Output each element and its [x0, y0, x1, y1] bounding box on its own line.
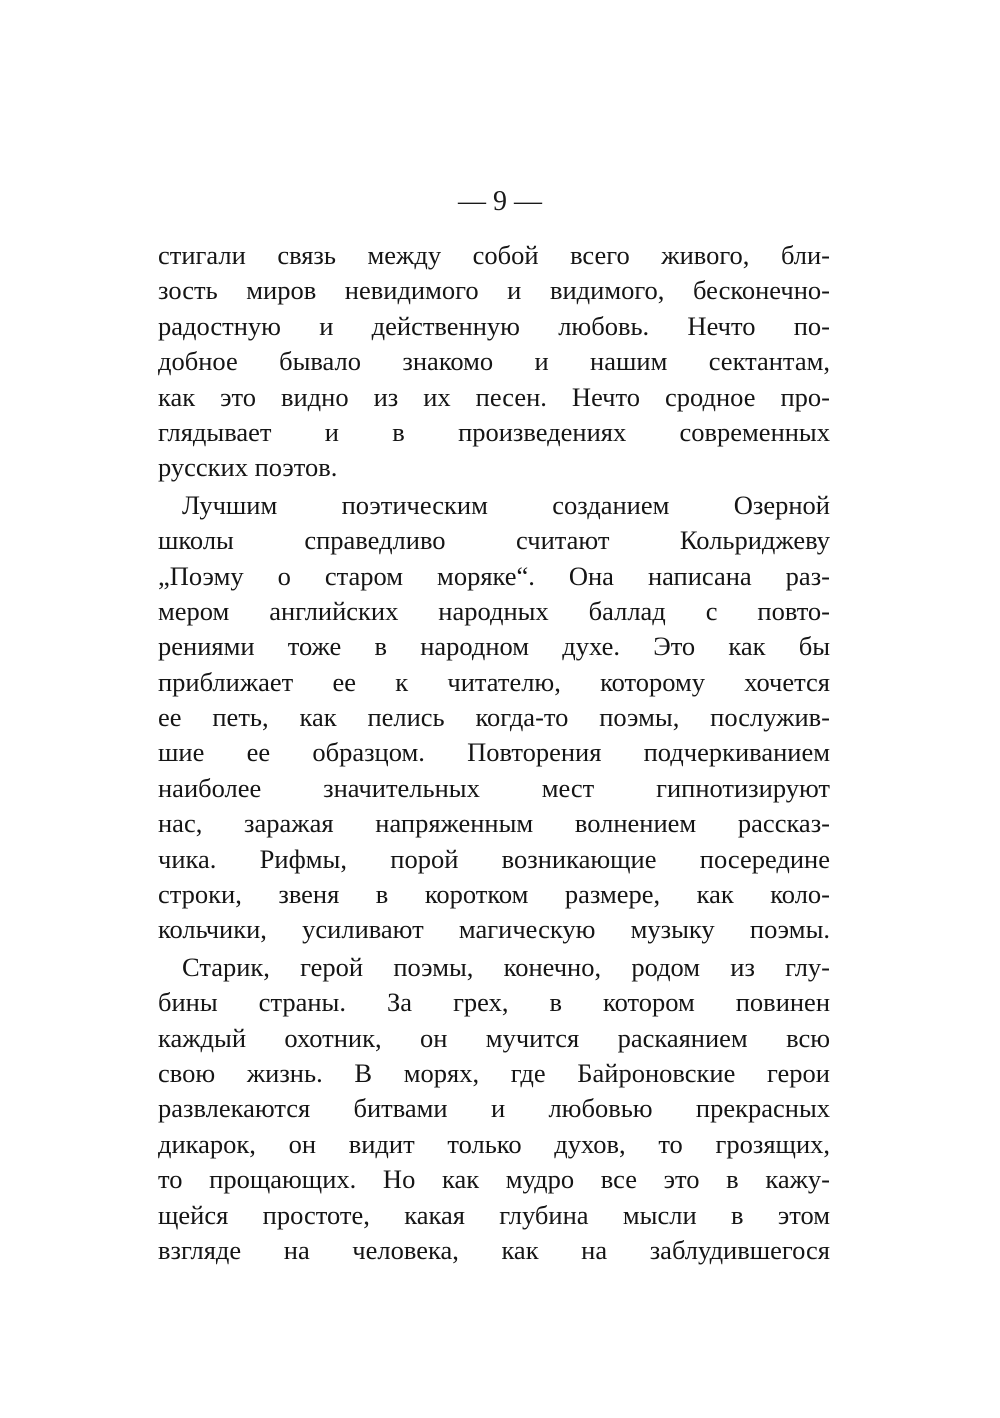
text-line: щейся простоте, какая глубина мысли в этом: [158, 1199, 830, 1230]
text-line: мером английских народных баллад с повто-: [158, 595, 830, 626]
text-line: свою жизнь. В морях, где Байроновские герои: [158, 1057, 830, 1088]
text-line: радостную и действенную любовь. Нечто по-: [158, 310, 830, 341]
text-line: глядывает и в произведениях современных: [158, 416, 830, 447]
text-line: как это видно из их песен. Нечто сродное про-: [158, 381, 830, 412]
text-line: развлекаются битвами и любовью прекрасных: [158, 1093, 830, 1124]
paragraph: [158, 488, 830, 948]
text-line: „Поэму о старом моряке“. Она написана раз-: [158, 560, 830, 591]
text-line: шие ее образцом. Повторения подчеркиванием: [158, 737, 830, 768]
text-line: добное бывало знакомо и нашим сектантам,: [158, 346, 830, 377]
text-line: приближает ее к читателю, которому хочется: [158, 666, 830, 697]
text-line: строки, звеня в коротком размере, как коло-: [158, 879, 830, 910]
text-line: нас, заражая напряженным волнением рассказ-: [158, 808, 830, 839]
text-line: стигали связь между собой всего живого, бли-: [158, 240, 830, 270]
paragraph: [158, 950, 830, 1269]
text-line: зость миров невидимого и видимого, бесконечно-: [158, 275, 830, 306]
text-line: бины страны. За грех, в котором повинен: [158, 987, 830, 1018]
text-line: Лучшим поэтическим созданием Озерной: [182, 489, 830, 520]
text-line: русских поэтов.: [158, 452, 338, 483]
text-line: дикарок, он видит только духов, то грозящих,: [158, 1128, 830, 1159]
page-number: — 9 —: [458, 186, 542, 217]
text-line: каждый охотник, он мучится раскаянием всю: [158, 1022, 830, 1053]
text-line: школы справедливо считают Кольриджеву: [158, 525, 830, 556]
text-line: ее петь, как пелись когда-то поэмы, послужив-: [158, 702, 830, 733]
body-text: [158, 238, 830, 1268]
text-line: то прощающих. Но как мудро все это в кажу-: [158, 1164, 830, 1195]
text-line: взгляде на человека, как на заблудившегося: [158, 1234, 830, 1265]
paragraph: [158, 238, 830, 486]
text-line: наиболее значительных мест гипнотизируют: [158, 772, 830, 803]
text-line: чика. Рифмы, порой возникающие посередине: [158, 843, 830, 874]
text-line: рениями тоже в народном духе. Это как бы: [158, 631, 830, 662]
text-line: Старик, герой поэмы, конечно, родом из глу-: [182, 951, 830, 982]
text-line: кольчики, усиливают магическую музыку поэмы.: [158, 914, 830, 945]
